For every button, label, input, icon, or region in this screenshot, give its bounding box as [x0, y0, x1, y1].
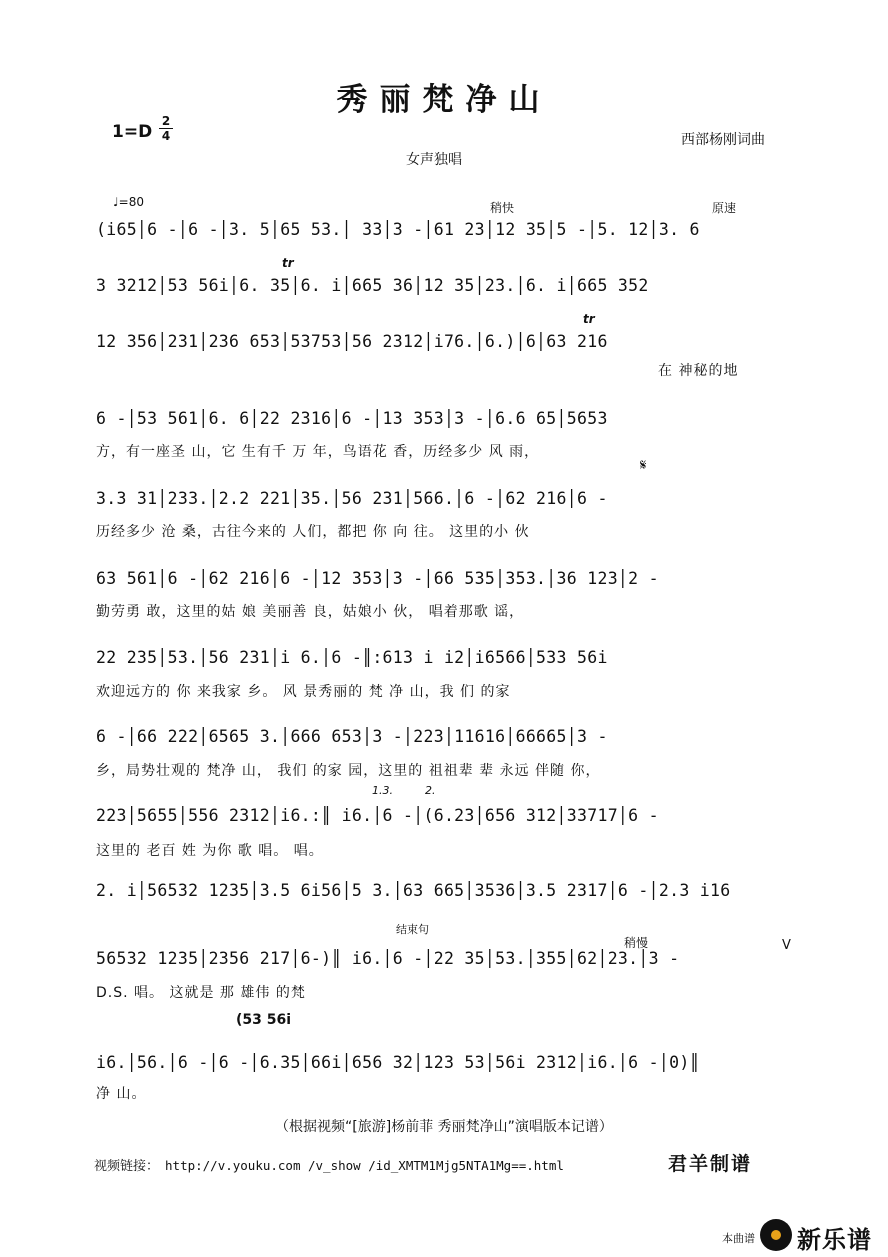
lyric-row-8: 乡，局势壮观的 梵净 山， 我们 的家 园，这里的 祖祖辈 辈 永远 伴随 你，: [96, 763, 601, 779]
score-row-1: (i65│6 -│6 -│3. 5│65 53.│ 33│3 -│61 23│12 35│5 -│5. 12│3. 6: [96, 220, 700, 239]
score-row-3: 12 356│231│236 653│53753│56 2312│i76.│6.)│6│63 216: [96, 332, 608, 351]
source-note: （根据视频“[旅游]杨前菲 秀丽梵净山”演唱版本记谱）: [275, 1119, 613, 1135]
page-title: 秀丽梵净山: [336, 82, 552, 118]
score-row-6: 63 561│6 -│62 216│6 -│12 353│3 -│66 535│353.│36 123│2 -: [96, 569, 659, 588]
video-link: [94, 1155, 564, 1174]
lyric-row-7: 欢迎远方的 你 来我家 乡。 风 景秀丽的 梵 净 山，我 们 的家: [96, 684, 511, 700]
alternate-notes: (53 56i: [236, 1012, 292, 1028]
time-signature-top: 2: [161, 114, 171, 128]
lyric-row-4: 方，有一座圣 山，它 生有千 万 年，鸟语花 香，历经多少 风 雨，: [96, 444, 540, 460]
key-signature: 1=D: [112, 122, 153, 142]
time-signature-bottom: 4: [159, 128, 173, 143]
lyric-row-9: 这里的 老百 姓 为你 歌 唱。 唱。: [96, 843, 324, 859]
tempo-change-shaokuai: 稍快: [490, 201, 515, 215]
source-label: 本曲谱: [722, 1232, 755, 1245]
lyric-row-11: D.S. 唱。 这就是 那 雄伟 的梵: [96, 985, 306, 1001]
score-row-9: 223│5655│556 2312│i6.:║ i6.│6 -│(6.23│656 312│33717│6 -: [96, 806, 659, 825]
performance-style: 女声独唱: [406, 152, 462, 168]
logo-text: 新乐谱: [797, 1226, 872, 1254]
time-signature: [159, 114, 173, 143]
score-row-12: i6.│56.│6 -│6 -│6.35│66i│656 32│123 53│56i 2312│i6.│6 -│0)║: [96, 1053, 700, 1072]
video-link-url[interactable]: http://v.youku.com /v_show /id_XMTM1Mjg5NTA1Mg==.html: [165, 1158, 564, 1173]
signature: 君羊制谱: [668, 1153, 753, 1175]
score-row-7: 22 235│53.│56 231│i 6.│6 -║:613 i i2│i6566│533 56i: [96, 648, 608, 667]
score-row-2: 3 3212│53 56i│6. 35│6. i│665 36│12 35│23.│6. i│665 352: [96, 276, 649, 295]
score-row-4: 6 -│53 561│6. 6│22 2316│6 -│13 353│3 -│6.6 65│5653: [96, 409, 608, 428]
score-row-8: 6 -│66 222│6565 3.│666 653│3 -│223│11616│66665│3 -: [96, 727, 608, 746]
credits: 西部杨刚词曲: [681, 132, 765, 148]
record-disc-icon: [760, 1219, 792, 1251]
segno-icon: 𝄋: [640, 456, 647, 474]
ending-mark: 结束句: [396, 923, 429, 936]
score-row-5: 3.3 31│233.│2.2 221│35.│56 231│566.│6 -│62 216│6 -: [96, 489, 608, 508]
lyric-row-12: 净 山。: [96, 1086, 147, 1102]
breath-mark: V: [782, 938, 791, 953]
tempo-change-yuansu: 原速: [712, 201, 737, 215]
trill-mark: tr: [583, 312, 595, 326]
lyric-row-6: 勤劳勇 敢，这里的姑 娘 美丽善 良，姑娘小 伙， 唱着那歌 谣，: [96, 604, 525, 620]
volta-second-ending: 2.: [425, 784, 436, 797]
video-link-label: 视频链接：: [94, 1159, 160, 1174]
score-row-11: 56532 1235│2356 217│6-)║ i6.│6 -│22 35│53.│355│62│23.│3 -: [96, 949, 680, 968]
lyric-row-3: 在 神秘的地: [658, 363, 739, 379]
lyric-row-5: 历经多少 沧 桑，古往今来的 人们，都把 你 向 往。 这里的小 伙: [96, 524, 530, 540]
tempo-mark: ♩=80: [113, 195, 144, 209]
trill-mark: tr: [282, 256, 294, 270]
tempo-change-shaoman: 稍慢: [624, 936, 649, 950]
volta-first-ending: 1.3.: [372, 784, 393, 797]
site-logo: [760, 1218, 880, 1252]
score-row-10: 2. i│56532 1235│3.5 6i56│5 3.│63 665│3536│3.5 2317│6 -│2.3 i16: [96, 881, 731, 900]
